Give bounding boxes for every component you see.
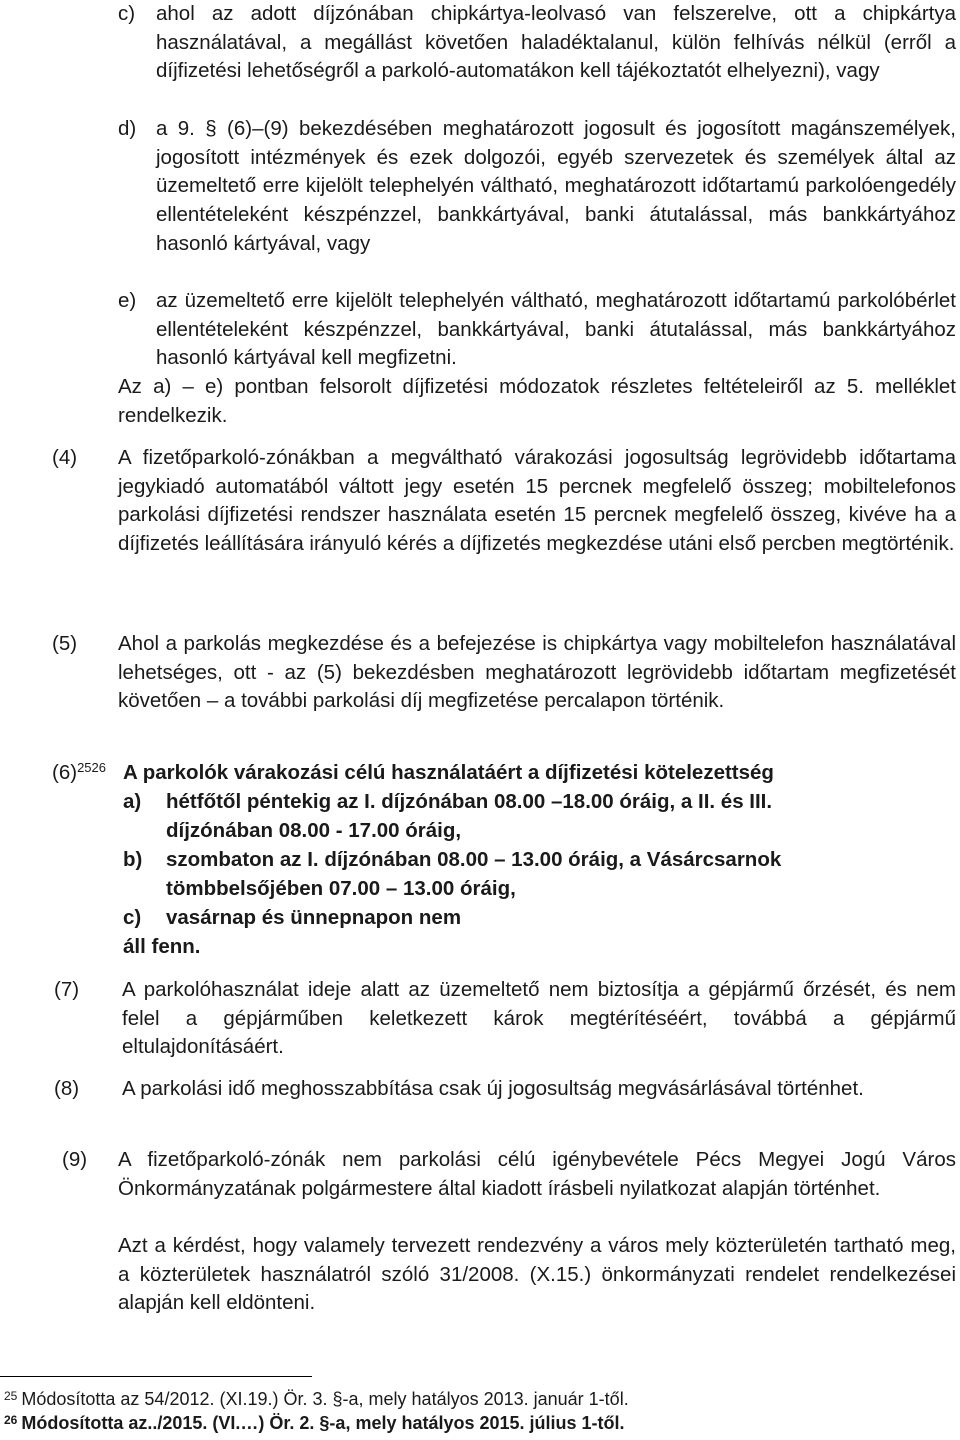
list-text: az üzemeltető erre kijelölt telephelyén váltható, meghatározott időtartamú parkolóbérlet ellentételeként készpénzzel, bankkártyával, banki átutalással, más bankkártyához hasonló kártyával kell megfizetni. — [156, 289, 956, 370]
list-item-e — [118, 287, 956, 375]
paragraph-label: (4) — [52, 446, 78, 469]
sublist-text-b-line1: szombaton az I. díjzónában 08.00 – 13.00 óráig, a Vásárcsarnok — [166, 848, 782, 871]
paragraph-4 — [52, 444, 956, 619]
footnote-text: Módosította az../2015. (VI.…) Ör. 2. §-a, mely hatályos 2015. július 1-től. — [21, 1413, 625, 1433]
paragraph-number: (6) — [52, 761, 78, 784]
list-text: ahol az adott díjzónában chipkártya-leolvasó van felszerelve, ott a chipkártya használatával, a megállást követően haladéktalanul, külön felhívás nélkül (erről a díjfizetési lehetőségről a parkoló-automatákon kell tájékoztatót elhelyezni), vagy — [156, 2, 956, 83]
footnote-reference[interactable]: 2526 — [77, 760, 106, 775]
paragraph-text: A fizetőparkoló-zónák nem parkolási célú igénybevétele Pécs Megyei Jogú Város Önkormányzatának polgármestere által kiadott írásbeli nyilatkozat alapján történhet. — [118, 1148, 956, 1200]
paragraph-label — [52, 759, 106, 788]
sublist-text-a-line2: díjzónában 08.00 - 17.00 óráig, — [166, 819, 462, 842]
list-label: e) — [118, 289, 137, 312]
footnote-text: Módosította az 54/2012. (XI.19.) Ör. 3. §-a, mely hatályos 2013. január 1-től. — [21, 1389, 629, 1409]
paragraph-text: Ahol a parkolás megkezdése és a befejezése is chipkártya vagy mobiltelefon használatával lehetséges, ott - az (5) bekezdésben meghatározott legrövidebb időtartam megfizetését követően – a további parkolási díj megfizetése percalapon történik. — [118, 632, 956, 713]
sublist-text-a-line1: hétfőtől péntekig az I. díjzónában 08.00 –18.00 óráig, a II. és III. — [166, 790, 773, 813]
paragraph-text-continued: Azt a kérdést, hogy valamely tervezett rendezvény a város mely közterületén tartható meg, a közterületek használatról szóló 31/2008. (X.15.) önkormányzati rendelet rendelkezései alapján kell eldönteni. — [118, 1234, 956, 1315]
paragraph-text: A fizetőparkoló-zónákban a megváltható várakozási jogosultság legrövidebb időtartama jegykiadó automatából váltott jegy esetén 15 percnek megfelelő összeg; mobiltelefonos parkolási díjfizetési rendszer használata esetén 15 percnek megfelelő összeg, kivéve ha a díjfizetés leállítására irányuló kérés a díjfizetés megkezdése utáni első percben megtörténik. — [118, 446, 956, 556]
sublist-label-b: b) — [123, 848, 143, 871]
sublist-text-c-line1: vasárnap és ünnepnapon nem — [166, 906, 462, 929]
section-heading: A parkolók várakozási célú használatáért a díjfizetési kötelezettség — [123, 761, 774, 784]
paragraph-label: (7) — [54, 978, 80, 1001]
sublist-label-a: a) — [123, 790, 142, 813]
paragraph-6 — [52, 759, 956, 969]
list-note: Az a) – e) pontban felsorolt díjfizetési módozatok részletes feltételeiről az 5. melléklet rendelkezik. — [118, 375, 956, 427]
paragraph-5 — [52, 630, 956, 748]
footnote-number: 25 — [4, 1389, 18, 1403]
paragraph-9 — [62, 1146, 956, 1326]
paragraph-label: (5) — [52, 632, 78, 655]
sublist-text-b-line2: tömbbelsőjében 07.00 – 13.00 óráig, — [166, 877, 516, 900]
paragraph-label: (9) — [62, 1148, 88, 1171]
footnote-number: 26 — [4, 1413, 18, 1427]
footnote-separator — [0, 1376, 312, 1377]
paragraph-text: A parkolóhasználat ideje alatt az üzemeltető nem biztosítja a gépjármű őrzését, és nem felel a gépjárműben keletkezett károk megtérítéséért, továbbá a gépjármű eltulajdonításáért. — [122, 978, 956, 1059]
list-label: d) — [118, 117, 137, 140]
list-item-d — [118, 115, 956, 287]
paragraph-text: A parkolási idő meghosszabbítása csak új jogosultság megvásárlásával történhet. — [122, 1077, 864, 1100]
paragraph-label: (8) — [54, 1077, 80, 1100]
list-label: c) — [118, 2, 136, 25]
list-text: a 9. § (6)–(9) bekezdésében meghatározott jogosult és jogosított magánszemélyek, jogosított intézmények és ezek dolgozói, egyéb szervezetek és személyek által az üzemeltető erre kijelölt telephelyén váltható, meghatározott időtartamú parkolóengedély ellentételeként készpénzzel, bankkártyával, banki átutalással, más bankkártyához hasonló kártyával, vagy — [156, 117, 956, 255]
paragraph-7 — [54, 976, 956, 1066]
footnote-25 — [4, 1388, 629, 1410]
list-item-c — [118, 0, 956, 116]
sublist-label-c: c) — [123, 906, 142, 929]
paragraph-8 — [54, 1075, 956, 1135]
footnote-26 — [4, 1412, 625, 1434]
sublist-closing: áll fenn. — [123, 935, 201, 958]
